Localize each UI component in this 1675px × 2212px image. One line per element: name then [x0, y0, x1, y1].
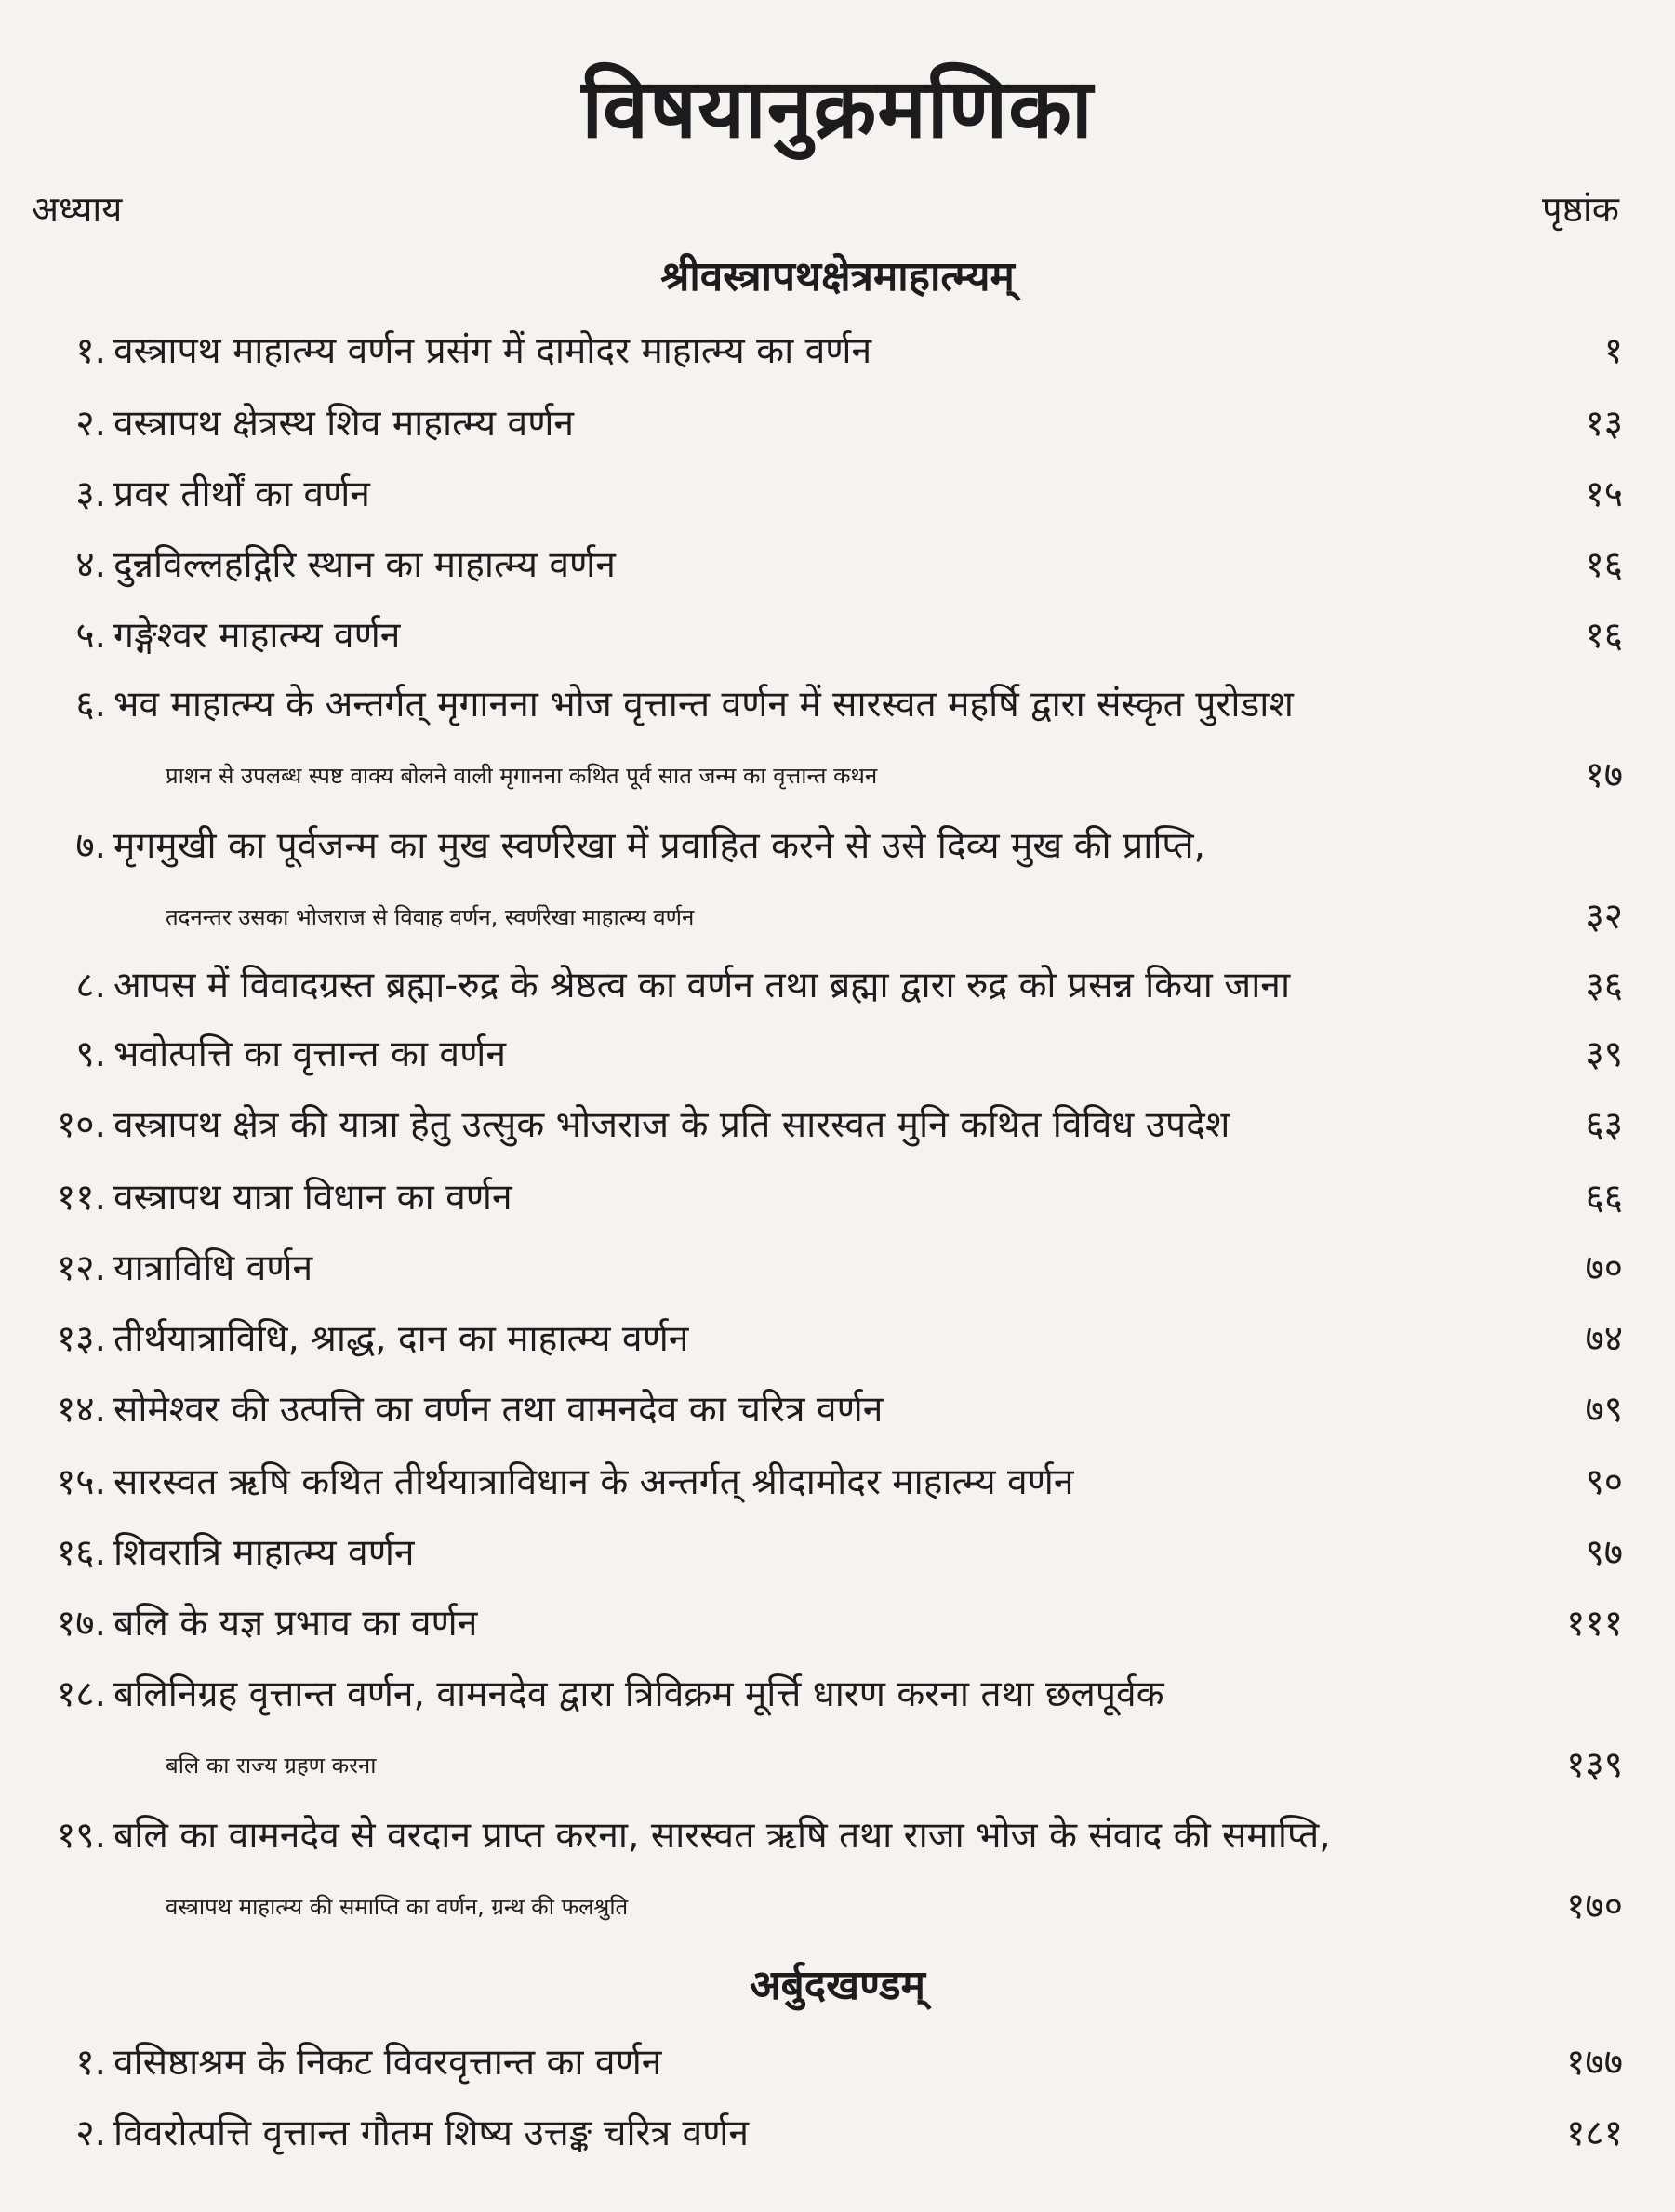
chapter-title [113, 460, 1483, 530]
chapter-number: १७. [57, 1603, 106, 1645]
page-number: १६ [1585, 615, 1623, 657]
chapter-title [113, 1019, 1483, 1090]
chapter-title [113, 1589, 1483, 1659]
section-heading: अर्बुदखण्डम् [750, 1962, 925, 2009]
toc-entry [45, 389, 1623, 460]
toc-entry [45, 670, 1623, 811]
page-number: १८१ [1566, 2112, 1623, 2154]
chapter-title-line: यात्राविधि वर्णन [113, 1247, 313, 1289]
page-number: १७ [1585, 754, 1623, 796]
toc-entry [45, 2099, 1623, 2169]
section-heading: श्रीवस्त्रापथक्षेत्रमाहात्म्यम् [660, 253, 1015, 300]
page-number: १७७ [1566, 2042, 1623, 2084]
page-title: विषयानुक्रमणिका [581, 60, 1094, 156]
chapter-title-line: वस्त्रापथ क्षेत्र की यात्रा हेतु उत्सुक भोजराज के प्रति सारस्वत मुनि कथित विविध उपदेश [113, 1104, 1230, 1146]
chapter-title-line: वस्त्रापथ क्षेत्रस्थ शिव माहात्म्य वर्णन [113, 403, 575, 445]
toc-entry [45, 316, 1623, 387]
chapter-number: २. [75, 2112, 106, 2154]
chapter-number: १३. [57, 1318, 106, 1360]
chapter-number: २. [75, 403, 106, 445]
chapter-number: १८. [57, 1673, 106, 1715]
chapter-title-line: तीर्थयात्राविधि, श्राद्ध, दान का माहात्म्य वर्णन [113, 1318, 689, 1360]
chapter-title [113, 1233, 1483, 1304]
chapter-number: १. [75, 2042, 106, 2084]
chapter-title-line: भवोत्पत्ति का वृत्तान्त का वर्णन [113, 1033, 506, 1075]
chapter-title-line: प्राशन से उपलब्ध स्पष्ट वाक्य बोलने वाली मृगानना कथित पूर्व सात जन्म का वृत्तान्त कथन [166, 763, 878, 789]
chapter-title [113, 530, 1483, 601]
page-number: ७४ [1585, 1318, 1623, 1360]
chapter-column-header: अध्याय [32, 189, 123, 230]
chapter-number: १२. [57, 1247, 106, 1289]
chapter-title [113, 601, 1483, 672]
chapter-title [113, 2099, 1483, 2169]
chapter-title [113, 1801, 1483, 1942]
page-number: १६ [1585, 544, 1623, 586]
chapter-number: ९. [75, 1033, 106, 1075]
chapter-title-line: वसिष्ठाश्रम के निकट विवरवृत्तान्त का वर्णन [113, 2042, 662, 2084]
toc-entry [45, 1163, 1623, 1233]
chapter-title-line: आपस में विवादग्रस्त ब्रह्मा-रुद्र के श्रेष्ठत्व का वर्णन तथा ब्रह्मा द्वारा रुद्र को प्रसन्न किया जाना [113, 965, 1291, 1006]
page-number: १३ [1585, 403, 1623, 445]
chapter-number: ४. [75, 544, 106, 586]
toc-entry [45, 1019, 1623, 1090]
chapter-number: १०. [57, 1104, 106, 1146]
chapter-title-line: सोमेश्वर की उत्पत्ति का वर्णन तथा वामनदेव का चरित्र वर्णन [113, 1389, 884, 1431]
chapter-number: १४. [57, 1389, 106, 1431]
page-number: ९० [1585, 1461, 1623, 1503]
page-number: ३६ [1585, 965, 1623, 1006]
chapter-title [113, 1375, 1483, 1446]
chapter-number: १. [75, 330, 106, 372]
page-number: १ [1603, 330, 1623, 372]
page-number: ६३ [1585, 1104, 1623, 1146]
chapter-title [113, 1090, 1483, 1161]
chapter-title [113, 2028, 1483, 2099]
chapter-title-line: भव माहात्म्य के अन्तर्गत् मृगानना भोज वृत्तान्त वर्णन में सारस्वत महर्षि द्वारा संस्कृत पुरोडाश [113, 684, 1294, 726]
page-number: ३२ [1585, 896, 1623, 938]
chapter-number: १५. [57, 1461, 106, 1503]
chapter-title-line: बलि के यज्ञ प्रभाव का वर्णन [113, 1603, 478, 1645]
chapter-title [113, 1518, 1483, 1589]
chapter-number: ३. [75, 473, 106, 515]
chapter-title-line: शिवरात्रि माहात्म्य वर्णन [113, 1532, 415, 1574]
page-number: १३९ [1566, 1744, 1623, 1786]
toc-entry [45, 1233, 1623, 1304]
chapter-title-line: विवरोत्पत्ति वृत्तान्त गौतम शिष्य उत्तङ्क चरित्र वर्णन [113, 2112, 750, 2154]
chapter-title [113, 1447, 1483, 1518]
page-number: ३९ [1585, 1033, 1623, 1075]
toc-entry [45, 811, 1623, 953]
page-number: ७९ [1585, 1389, 1623, 1431]
chapter-number: ८. [75, 965, 106, 1006]
page-number: ६६ [1585, 1177, 1623, 1219]
page-number: १७० [1566, 1886, 1623, 1927]
chapter-title-line: वस्त्रापथ माहात्म्य की समाप्ति का वर्णन, ग्रन्थ की फलश्रुति [166, 1894, 629, 1920]
toc-entry [45, 1589, 1623, 1659]
toc-entry [45, 460, 1623, 530]
chapter-title-line: बलिनिग्रह वृत्तान्त वर्णन, वामनदेव द्वारा त्रिविक्रम मूर्त्ति धारण करना तथा छलपूर्वक [113, 1673, 1164, 1715]
chapter-title [113, 1304, 1483, 1375]
chapter-title-line: दुन्नविल्लहद्गिरि स्थान का माहात्म्य वर्णन [113, 544, 616, 586]
chapter-number: १६. [57, 1532, 106, 1574]
chapter-number: १९. [57, 1815, 106, 1857]
page-number: १५ [1585, 473, 1623, 515]
chapter-title [113, 811, 1483, 953]
chapter-title-line: बलि का वामनदेव से वरदान प्राप्त करना, सारस्वत ऋषि तथा राजा भोज के संवाद की समाप्ति, [113, 1815, 1331, 1857]
chapter-title-line: वस्त्रापथ माहात्म्य वर्णन प्रसंग में दामोदर माहात्म्य का वर्णन [113, 330, 872, 372]
page-number: ७० [1585, 1247, 1623, 1289]
chapter-number: ७. [75, 825, 106, 867]
page-number: ९७ [1585, 1532, 1623, 1574]
chapter-title [113, 670, 1483, 811]
chapter-title [113, 951, 1483, 1021]
toc-entry [45, 951, 1623, 1021]
chapter-title-line: मृगमुखी का पूर्वजन्म का मुख स्वर्णरेखा में प्रवाहित करने से उसे दिव्य मुख की प्राप्ति, [113, 825, 1206, 867]
chapter-title [113, 316, 1483, 387]
toc-entry [45, 1518, 1623, 1589]
chapter-title-line: गङ्गेश्वर माहात्म्य वर्णन [113, 615, 401, 657]
chapter-title-line: तदनन्तर उसका भोजराज से विवाह वर्णन, स्वर्णरेखा माहात्म्य वर्णन [166, 904, 695, 930]
toc-entry [45, 1375, 1623, 1446]
chapter-title [113, 1659, 1483, 1801]
toc-entry [45, 601, 1623, 672]
chapter-number: ११. [57, 1177, 106, 1219]
page-number: १११ [1566, 1603, 1623, 1645]
toc-entry [45, 530, 1623, 601]
toc-entry [45, 1801, 1623, 1942]
chapter-title-line: सारस्वत ऋषि कथित तीर्थयात्राविधान के अन्तर्गत् श्रीदामोदर माहात्म्य वर्णन [113, 1461, 1074, 1503]
page-column-header: पृष्ठांक [1542, 189, 1619, 230]
chapter-title [113, 1163, 1483, 1233]
chapter-title-line: वस्त्रापथ यात्रा विधान का वर्णन [113, 1177, 512, 1219]
chapter-title-line: बलि का राज्य ग्रहण करना [166, 1752, 377, 1779]
chapter-number: ६. [75, 684, 106, 726]
chapter-title [113, 389, 1483, 460]
chapter-number: ५. [75, 615, 106, 657]
toc-entry [45, 1304, 1623, 1375]
toc-entry [45, 1090, 1623, 1161]
chapter-title-line: प्रवर तीर्थों का वर्णन [113, 473, 370, 515]
toc-entry [45, 1659, 1623, 1801]
toc-entry [45, 2028, 1623, 2099]
toc-entry [45, 1447, 1623, 1518]
